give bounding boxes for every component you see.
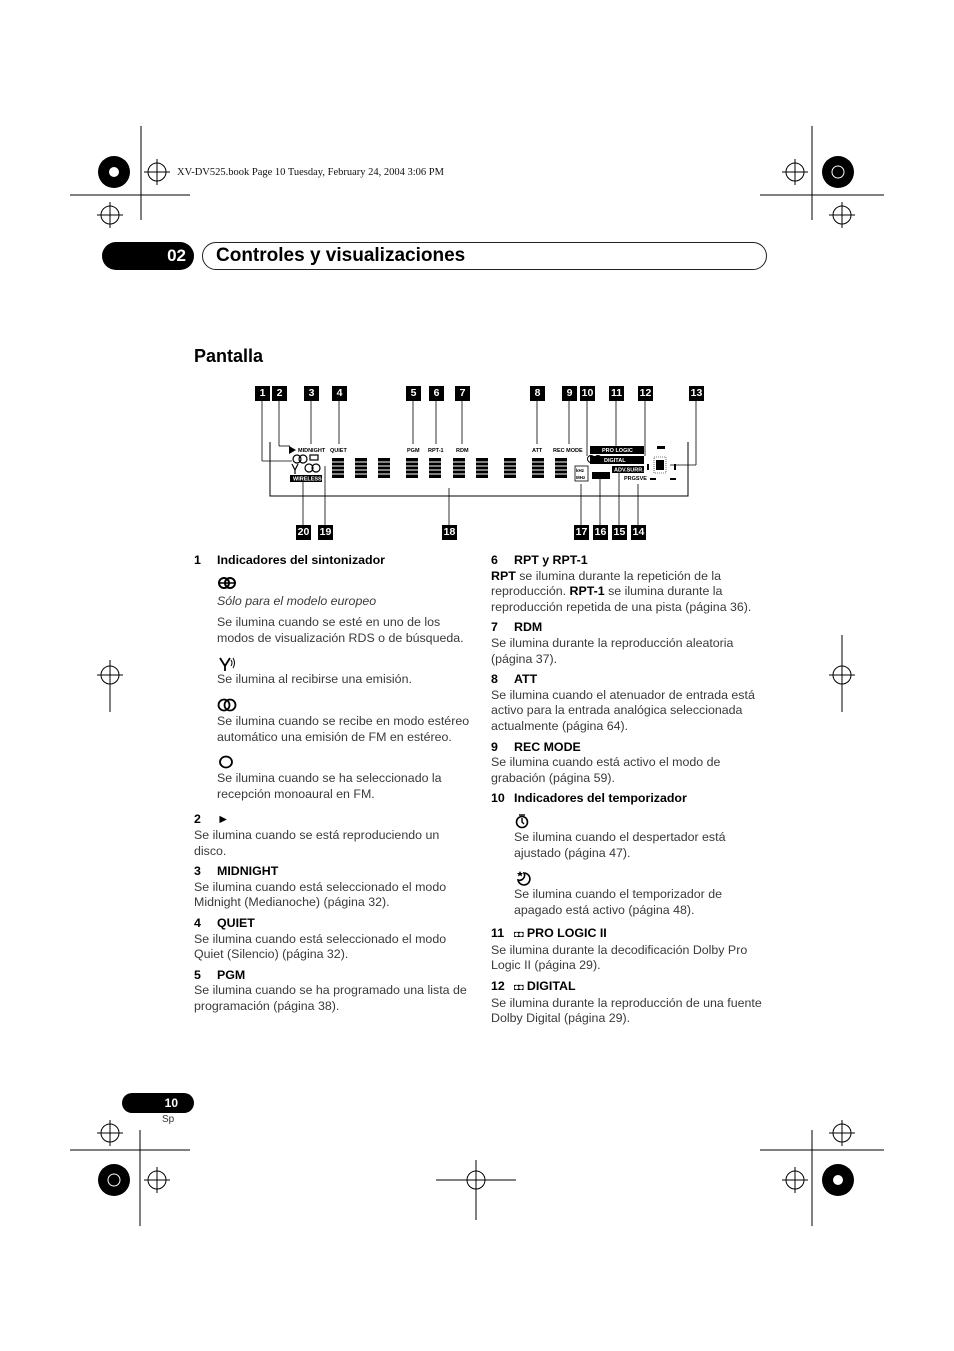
callout-17: 17 — [575, 526, 588, 538]
sleep-timer-text: Se ilumina cuando el temporizador de apagado está activo (página 48). — [514, 887, 723, 917]
wake-timer-text: Se ilumina cuando el despertador está ajustado (página 47). — [514, 829, 726, 860]
left-column — [194, 551, 474, 1014]
character-segments — [332, 458, 567, 478]
callout-2: 2 — [272, 386, 287, 401]
midnight-label: MIDNIGHT — [298, 448, 326, 454]
item-8-text: Se ilumina cuando el atenuador de entrada está activo para la entrada analógica seleccionada actualmente (página 64). — [491, 687, 755, 733]
prologic-label: PRO LOGIC — [602, 448, 633, 454]
callout-20: 20 — [297, 526, 310, 538]
callout-12: 12 — [639, 387, 652, 399]
callout-14: 14 — [632, 526, 645, 538]
sleep-timer-icon — [514, 869, 534, 887]
item-4-text: Se ilumina cuando está seleccionado el modo Quiet (Silencio) (página 32). — [194, 931, 447, 962]
callout-8: 8 — [530, 386, 545, 401]
rds-description: Se ilumina cuando se esté en uno de los modos de visualización RDS o de búsqueda. — [217, 615, 464, 645]
item-9-text: Se ilumina cuando está activo el modo de grabación (página 59). — [491, 755, 721, 785]
item-7-heading: 7 RDM — [491, 620, 543, 635]
callout-5: 5 — [406, 386, 421, 401]
wireless-label: WIRELESS — [293, 476, 322, 483]
section-title: Pantalla — [194, 346, 264, 366]
stereo-description: Se ilumina cuando se recibe en modo estéreo automático una emisión de FM en estéreo. — [217, 713, 470, 744]
item-11-heading: 11 ◘◘ PRO LOGIC II — [491, 926, 607, 941]
chapter-title: Controles y visualizaciones — [216, 245, 466, 266]
right-column — [491, 551, 771, 1027]
item-12-text: Se ilumina durante la reproducción de una fuente Dolby Digital (página 29). — [491, 995, 762, 1026]
stereo-icon — [217, 696, 237, 714]
callout-7: 7 — [455, 386, 470, 401]
callout-9: 9 — [562, 386, 577, 401]
callout-10: 10 — [581, 387, 594, 399]
chapter-number: 02 — [102, 242, 194, 270]
callout-1: 1 — [255, 386, 270, 401]
mono-description: Se ilumina cuando se ha seleccionado la recepción monoaural en FM. — [217, 771, 442, 801]
item-6-heading: 6 RPT y RPT-1 — [491, 553, 588, 567]
item-2-heading: 2 ► — [194, 812, 230, 827]
quiet-label: QUIET — [330, 448, 347, 454]
item-5-heading: 5 PGM — [194, 967, 246, 982]
item-12-heading: 12 ◘◘ DIGITAL — [491, 979, 576, 994]
advsurr-label: ADV.SURR. — [614, 467, 644, 474]
file-header: XV-DV525.book Page 10 Tuesday, February 24, 2004 3:06 PM — [177, 167, 444, 178]
item-3-text: Se ilumina cuando está seleccionado el modo Midnight (Medianoche) (página 32). — [194, 879, 447, 910]
rpt1-label: RPT-1 — [428, 448, 444, 454]
att-label: ATT — [532, 448, 543, 454]
wake-timer-icon — [514, 812, 534, 830]
item-10-heading: 10 Indicadores del temporizador — [491, 791, 687, 806]
page-number: 10 — [122, 1093, 194, 1113]
display-diagram — [250, 400, 710, 528]
page-language: Sp — [162, 1114, 175, 1125]
item-4-heading: 4 QUIET — [194, 915, 255, 930]
callout-19: 19 — [319, 526, 332, 538]
item-1-heading: 1 Indicadores del sintonizador — [194, 553, 385, 567]
item-2-text: Se ilumina cuando se está reproduciendo un disco. — [194, 827, 440, 858]
callout-18: 18 — [443, 526, 456, 538]
antenna-icon — [217, 654, 237, 672]
rds-icon — [217, 574, 237, 592]
item-5-text: Se ilumina cuando se ha programado una lista de programación (página 38). — [194, 983, 467, 1013]
dolby-icon: ◘◘ — [514, 982, 523, 993]
mono-icon — [217, 753, 237, 771]
callout-3: 3 — [304, 386, 319, 401]
callout-11: 11 — [610, 387, 623, 399]
callout-6: 6 — [429, 386, 444, 401]
callout-16: 16 — [594, 526, 607, 538]
item-9-heading: 9 REC MODE — [491, 739, 581, 754]
dolby-icon: ◘◘ — [514, 929, 523, 940]
recmode-label: REC MODE — [553, 448, 583, 454]
item-11-text: Se ilumina durante la decodificación Dolby Pro Logic II (página 29). — [491, 942, 748, 973]
digital-label: DIGITAL — [604, 458, 626, 464]
callout-4: 4 — [332, 386, 347, 401]
item-8-heading: 8 ATT — [491, 672, 538, 687]
khz-label: kHz — [576, 468, 585, 473]
european-model-note: Sólo para el modelo europeo — [217, 593, 377, 608]
callout-15: 15 — [613, 526, 626, 538]
rdm-label: RDM — [456, 448, 469, 454]
prgsve-label: PRGSVE — [624, 476, 647, 482]
antenna-description: Se ilumina al recibirse una emisión. — [217, 672, 412, 687]
item-3-heading: 3 MIDNIGHT — [194, 864, 279, 879]
mhz-label: MHz — [576, 475, 586, 480]
pgm-label: PGM — [407, 448, 420, 454]
item-7-text: Se ilumina durante la reproducción aleatoria (página 37). — [491, 635, 734, 666]
item-6-text: RPT se ilumina durante la repetición de la reproducción. RPT-1 se ilumina durante la reproducción repetida de una pista (página 36). — [491, 568, 752, 614]
callout-13: 13 — [690, 387, 703, 399]
